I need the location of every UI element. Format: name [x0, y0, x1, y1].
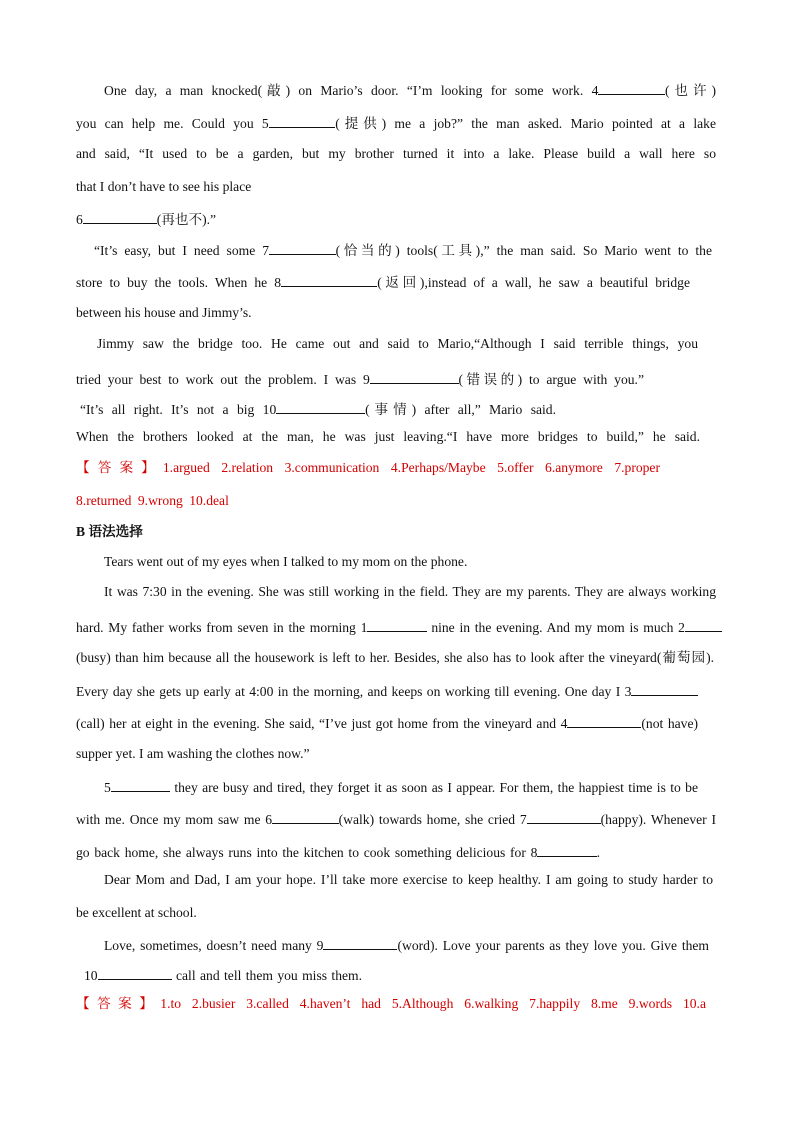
passage-b-line-5: Every day she gets up early at 4:00 in the morning, and keeps on working till evening. One day I 3	[76, 680, 698, 701]
passage-b-line-7: supper yet. I am washing the clothes now.”	[76, 746, 310, 761]
passage-a-line-2: you can help me. Could you 5 (提供) me a job?” the man asked. Mario pointed at a lake	[76, 112, 716, 133]
answer-blank	[98, 964, 172, 980]
passage-b-line-8: 5 they are busy and tired, they forget it as soon as I appear. For them, the happiest time is to be	[104, 776, 698, 797]
answer-b-line: 【答案】1.to 2.busier 3.called 4.haven’t had 5.Although 6.walking 7.happily 8.me 9.words 10.a	[76, 996, 706, 1011]
passage-b-line-10: go back home, she always runs into the kitchen to cook something delicious for 8 .	[76, 841, 600, 862]
passage-b-line-2: It was 7:30 in the evening. She was still working in the field. They are my parents. They are always working	[104, 584, 716, 599]
answer-a-line-1: 【答案】1.argued 2.relation 3.communication 4.Perhaps/Maybe 5.offer 6.anymore 7.proper	[76, 460, 660, 475]
answer-blank	[685, 616, 722, 632]
passage-a-line-4: that I don’t have to see his place	[76, 179, 252, 194]
section-b-heading: B 语法选择	[76, 524, 143, 539]
answer-blank	[281, 271, 377, 287]
passage-b-line-4: (busy) than him because all the housework is left to her. Besides, she also has to look after the vineyard(葡萄园).	[76, 650, 714, 665]
answer-blank	[567, 712, 641, 728]
passage-a-line-11: “It’s all right. It’s not a big 10 (事情) after all,” Mario said.	[80, 398, 556, 419]
passage-b-line-3: hard. My father works from seven in the morning 1 nine in the evening. And my mom is much 2	[76, 616, 722, 637]
passage-b-line-11: Dear Mom and Dad, I am your hope. I’ll take more exercise to keep healthy. I am going to study harder to	[104, 872, 713, 887]
answer-blank	[269, 239, 336, 255]
answer-blank	[367, 616, 426, 632]
passage-a-line-10: tried your best to work out the problem. I was 9 (错误的) to argue with you.”	[76, 368, 644, 389]
passage-b-line-1: Tears went out of my eyes when I talked to my mom on the phone.	[104, 554, 468, 569]
passage-b-line-14: 10 call and tell them you miss them.	[84, 964, 362, 985]
answer-blank	[631, 680, 698, 696]
passage-b-line-6: (call) her at eight in the evening. She said, “I’ve just got home from the vineyard and 4 (not have)	[76, 712, 698, 733]
passage-a-line-9: Jimmy saw the bridge too. He came out and said to Mario,“Although I said terrible things, you	[97, 336, 698, 351]
passage-a-line-6: “It’s easy, but I need some 7 (恰当的) tools(工具),” the man said. So Mario went to the	[94, 239, 712, 260]
answer-blank	[370, 368, 459, 384]
answer-blank	[111, 776, 170, 792]
answer-blank	[527, 808, 601, 824]
answer-blank	[269, 112, 336, 128]
passage-a-line-8: between his house and Jimmy’s.	[76, 305, 252, 320]
answer-blank	[323, 934, 397, 950]
passage-a-line-12: When the brothers looked at the man, he was just leaving.“I have more bridges to build,” he said.	[76, 429, 700, 444]
passage-a-line-3: and said, “It used to be a garden, but my brother turned it into a lake. Please build a wall here so	[76, 146, 716, 161]
passage-b-line-12: be excellent at school.	[76, 905, 197, 920]
answer-a-line-2: 8.returned 9.wrong 10.deal	[76, 493, 229, 508]
passage-a-line-7: store to buy the tools. When he 8 (返回),instead of a wall, he saw a beautiful bridge	[76, 271, 690, 292]
answer-blank	[272, 808, 339, 824]
passage-a-line-1: One day, a man knocked(敲) on Mario’s door. “I’m looking for some work. 4 (也许)	[104, 79, 716, 100]
passage-b-line-9: with me. Once my mom saw me 6 (walk) towards home, she cried 7 (happy). Whenever I	[76, 808, 716, 829]
answer-blank	[598, 79, 665, 95]
answer-blank	[537, 841, 596, 857]
answer-blank	[276, 398, 365, 414]
passage-a-line-5: 6 (再也不).”	[76, 208, 216, 229]
answer-blank	[83, 208, 157, 224]
passage-b-line-13: Love, sometimes, doesn’t need many 9 (word). Love your parents as they love you. Give them	[104, 934, 709, 955]
